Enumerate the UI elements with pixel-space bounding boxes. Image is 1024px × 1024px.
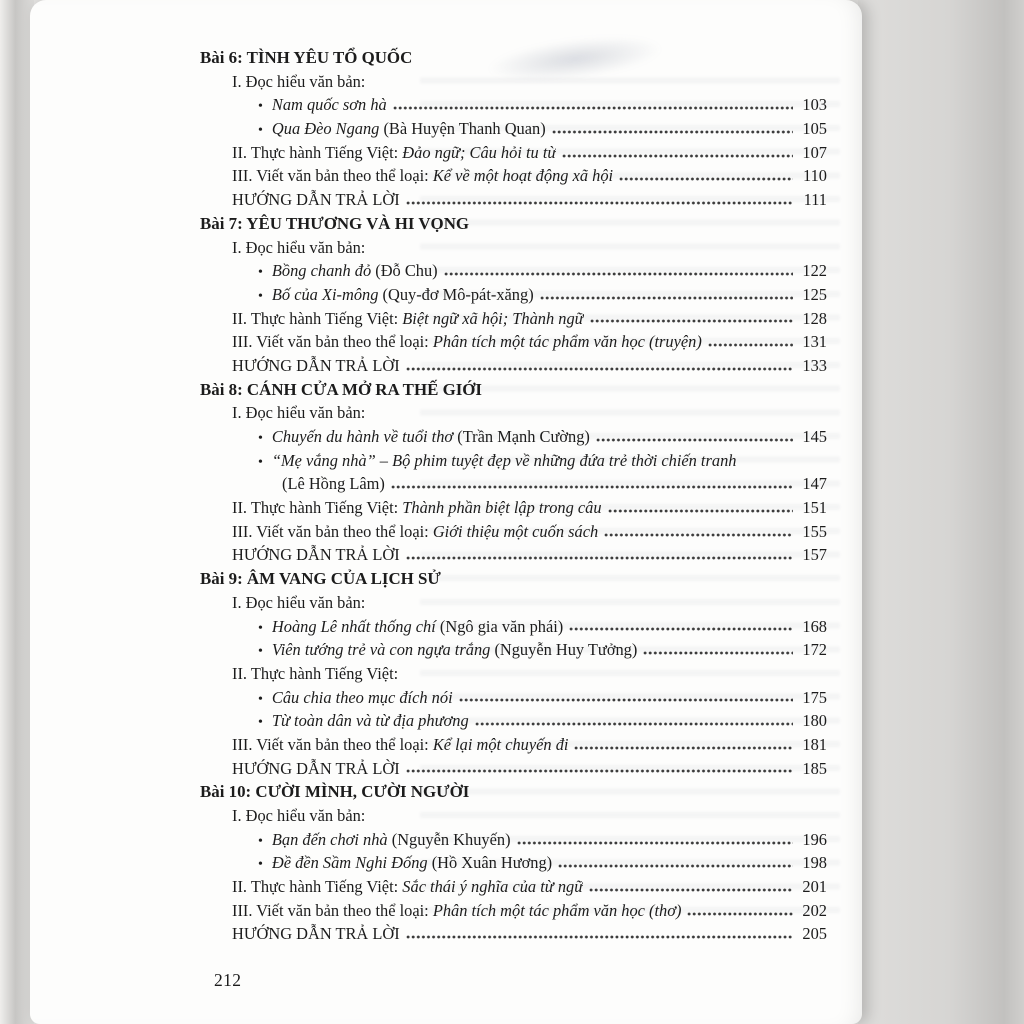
entry-page-number: 196 <box>802 829 827 849</box>
toc-entry <box>200 307 827 331</box>
toc-entry <box>200 93 827 117</box>
dot-leader <box>569 619 793 632</box>
toc-entry <box>200 591 827 615</box>
bullet-icon: • <box>258 620 263 636</box>
dot-leader <box>517 832 793 845</box>
toc-section <box>200 212 827 378</box>
photo-left-margin <box>0 0 34 1024</box>
dot-leader <box>406 547 793 560</box>
dot-leader <box>596 429 793 442</box>
dot-leader <box>540 287 793 300</box>
book-page <box>30 0 862 1024</box>
entry-text: Bồng chanh đỏ (Đỗ Chu) <box>271 261 438 281</box>
dot-leader <box>406 926 793 939</box>
entry-text: Câu chia theo mục đích nói <box>271 687 453 707</box>
entry-page-number: 157 <box>802 545 827 565</box>
bullet-icon: • <box>258 99 263 115</box>
dot-leader <box>552 121 793 134</box>
toc-entry <box>200 449 827 473</box>
toc-section <box>200 378 827 568</box>
entry-text: Nam quốc sơn hà <box>271 95 387 115</box>
entry-text: II. Thực hành Tiếng Việt: <box>232 663 399 683</box>
entry-page-number: 131 <box>802 332 827 352</box>
page-number: 212 <box>214 970 242 990</box>
toc-entry <box>200 543 827 567</box>
toc-entry <box>200 615 827 639</box>
toc-entry <box>200 236 827 260</box>
bullet-icon: • <box>258 833 263 849</box>
dot-leader <box>459 690 793 703</box>
dot-leader <box>687 903 793 916</box>
entry-page-number: 168 <box>802 616 827 636</box>
entry-text: Qua Đèo Ngang (Bà Huyện Thanh Quan) <box>271 119 546 139</box>
entry-text: II. Thực hành Tiếng Việt: Đảo ngữ; Câu hỏi tu từ <box>232 142 557 162</box>
section-title: Bài 6: TÌNH YÊU TỔ QUỐC <box>200 48 413 67</box>
toc-entry <box>200 188 827 212</box>
bullet-icon: • <box>258 454 263 470</box>
entry-text: HƯỚNG DẪN TRẢ LỜI <box>232 355 400 375</box>
entry-text: HƯỚNG DẪN TRẢ LỜI <box>232 924 400 944</box>
entry-page-number: 122 <box>802 261 827 281</box>
entry-page-number: 107 <box>802 142 827 162</box>
section-title: Bài 10: CƯỜI MÌNH, CƯỜI NGƯỜI <box>200 782 470 802</box>
dot-leader <box>604 524 793 537</box>
dot-leader <box>444 263 793 276</box>
entry-text: I. Đọc hiểu văn bản: <box>232 592 366 612</box>
toc-entry <box>200 804 827 828</box>
entry-text: Đề đền Sầm Nghi Đống (Hồ Xuân Hương) <box>271 853 553 873</box>
entry-text: Bố của Xi-mông (Quy-đơ Mô-pát-xăng) <box>271 284 534 304</box>
entry-text: HƯỚNG DẪN TRẢ LỜI <box>232 545 400 565</box>
entry-page-number: 202 <box>802 900 827 920</box>
dot-leader <box>391 476 793 489</box>
toc-entry <box>200 354 827 378</box>
entry-page-number: 151 <box>802 498 827 518</box>
dot-leader <box>590 311 793 324</box>
dot-leader <box>574 737 793 750</box>
dot-leader <box>608 500 793 513</box>
dot-leader <box>393 97 793 110</box>
entry-page-number: 205 <box>802 924 827 944</box>
entry-text: III. Viết văn bản theo thể loại: Phân tích một tác phẩm văn học (truyện) <box>232 332 702 352</box>
entry-text: (Lê Hồng Lâm) <box>282 474 385 494</box>
toc-section <box>200 567 827 780</box>
toc-entry <box>200 520 827 544</box>
toc-entry <box>200 757 827 781</box>
dot-leader <box>708 334 793 347</box>
entry-text: “Mẹ vắng nhà” – Bộ phim tuyệt đẹp về những đứa trẻ thời chiến tranh <box>271 450 737 470</box>
bullet-icon: • <box>258 123 263 139</box>
dot-leader <box>589 879 793 892</box>
toc-entry <box>200 709 827 733</box>
dot-leader <box>406 192 793 205</box>
bullet-icon: • <box>258 265 263 281</box>
entry-text: I. Đọc hiểu văn bản: <box>232 806 366 825</box>
toc <box>200 46 827 946</box>
toc-entry <box>200 70 827 94</box>
toc-entry <box>200 899 827 923</box>
toc-entry <box>200 496 827 520</box>
entry-text: I. Đọc hiểu văn bản: <box>232 403 366 423</box>
toc-entry <box>200 875 827 899</box>
toc-entry <box>200 828 827 852</box>
bullet-icon: • <box>258 857 263 873</box>
entry-text: Bạn đến chơi nhà (Nguyễn Khuyến) <box>271 829 511 849</box>
entry-page-number: 110 <box>803 166 827 186</box>
toc-entry <box>200 662 827 686</box>
entry-text: II. Thực hành Tiếng Việt: Thành phần biệt lập trong câu <box>232 498 602 518</box>
entry-text: Viên tướng trẻ và con ngựa trắng (Nguyễn Huy Tưởng) <box>271 640 638 660</box>
section-title: Bài 8: CÁNH CỬA MỞ RA THẾ GIỚI <box>200 379 483 399</box>
entry-text: III. Viết văn bản theo thể loại: Kể lại một chuyến đi <box>232 734 569 754</box>
entry-text: III. Viết văn bản theo thể loại: Kể về một hoạt động xã hội <box>232 166 614 186</box>
entry-text: III. Viết văn bản theo thể loại: Phân tích một tác phẩm văn học (thơ) <box>232 900 682 920</box>
toc-section <box>200 780 827 946</box>
entry-page-number: 198 <box>802 853 827 873</box>
toc-entry <box>200 141 827 165</box>
toc-entry <box>200 425 827 449</box>
toc-entry <box>200 851 827 875</box>
dot-leader <box>562 145 793 158</box>
toc-entry <box>200 638 827 662</box>
toc-entry <box>200 164 827 188</box>
toc-entry <box>200 686 827 710</box>
entry-page-number: 201 <box>802 877 827 897</box>
bullet-icon: • <box>258 644 263 660</box>
entry-text: HƯỚNG DẪN TRẢ LỜI <box>232 190 400 210</box>
entry-page-number: 128 <box>802 308 827 328</box>
bullet-icon: • <box>258 691 263 707</box>
entry-text: III. Viết văn bản theo thể loại: Giới thiệu một cuốn sách <box>232 521 599 541</box>
section-title: Bài 7: YÊU THƯƠNG VÀ HI VỌNG <box>200 213 470 233</box>
entry-page-number: 172 <box>802 640 827 660</box>
toc-entry <box>200 259 827 283</box>
entry-text: Chuyến du hành về tuổi thơ (Trần Mạnh Cường) <box>271 427 590 446</box>
toc-entry <box>200 472 827 496</box>
entry-page-number: 175 <box>802 687 827 707</box>
dot-leader <box>406 358 793 371</box>
entry-page-number: 181 <box>802 734 827 754</box>
entry-page-number: 111 <box>803 190 827 210</box>
table-of-contents <box>200 46 827 946</box>
entry-page-number: 125 <box>802 284 827 304</box>
bullet-icon: • <box>258 431 263 446</box>
bullet-icon: • <box>258 288 263 304</box>
dot-leader <box>475 713 793 726</box>
entry-page-number: 133 <box>802 355 827 375</box>
entry-page-number: 180 <box>802 711 827 731</box>
section-title: Bài 9: ÂM VANG CỦA LỊCH SỬ <box>200 569 441 589</box>
toc-entry <box>200 283 827 307</box>
entry-page-number: 145 <box>802 427 827 446</box>
toc-entry <box>200 401 827 425</box>
entry-page-number: 155 <box>802 521 827 541</box>
entry-text: I. Đọc hiểu văn bản: <box>232 237 366 257</box>
entry-text: Từ toàn dân và từ địa phương <box>271 711 469 731</box>
entry-text: II. Thực hành Tiếng Việt: Biệt ngữ xã hội; Thành ngữ <box>232 308 584 328</box>
entry-page-number: 105 <box>802 119 827 139</box>
toc-entry <box>200 330 827 354</box>
dot-leader <box>558 855 793 868</box>
bullet-icon: • <box>258 715 263 731</box>
entry-text: I. Đọc hiểu văn bản: <box>232 71 366 91</box>
entry-text: HƯỚNG DẪN TRẢ LỜI <box>232 758 400 778</box>
toc-entry <box>200 922 827 946</box>
toc-entry <box>200 117 827 141</box>
entry-page-number: 185 <box>802 758 827 778</box>
toc-entry <box>200 733 827 757</box>
dot-leader <box>619 168 793 181</box>
entry-page-number: 147 <box>802 474 827 494</box>
entry-text: Hoàng Lê nhất thống chí (Ngô gia văn phái) <box>271 616 564 636</box>
dot-leader <box>406 761 793 774</box>
photo-right-margin <box>858 0 1024 1024</box>
entry-page-number: 103 <box>802 95 827 115</box>
dot-leader <box>643 642 793 655</box>
toc-section <box>200 46 827 212</box>
entry-text: II. Thực hành Tiếng Việt: Sắc thái ý nghĩa của từ ngữ <box>232 877 584 897</box>
